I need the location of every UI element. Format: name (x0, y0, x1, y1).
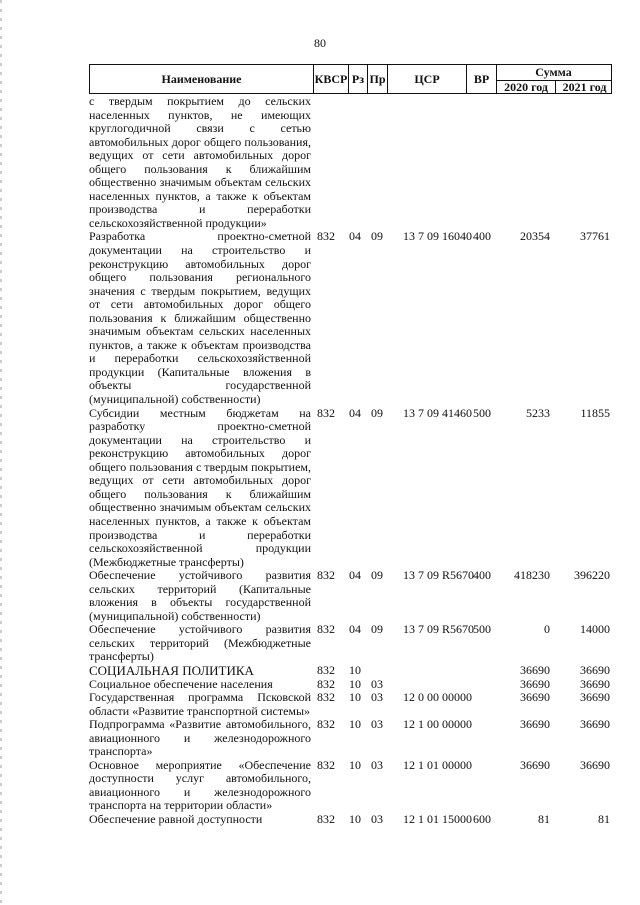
row-sum-2021: 11855 (580, 405, 610, 420)
row-rz: 10 (349, 662, 361, 677)
row-sum-2021: 36690 (580, 690, 610, 705)
table-row (89, 759, 612, 813)
row-sum-2021: 36690 (580, 676, 610, 691)
row-sum-2020: 36690 (520, 690, 550, 705)
row-kvsr: 832 (317, 622, 335, 637)
header-name: Наименование (161, 71, 242, 86)
row-rz: 04 (349, 229, 361, 244)
table-row (89, 813, 612, 827)
header-csr: ЦСР (414, 71, 440, 86)
row-pr: 03 (371, 757, 383, 772)
row-csr: 13 7 09 R5670 (403, 568, 475, 583)
row-vr: 500 (473, 622, 491, 637)
row-rz: 10 (349, 811, 361, 826)
table-row (89, 407, 612, 570)
row-name: с твердым покрытием до сельских населенных пунктов, не имеющих круглогодичной связи с сетью автомобильных дорог общего пользования, ведущих от сети автомобильных дорог общего пользования к ближайшим общественно значимым объектам сельских населенных пунктов, а также к объектам производства и переработки сельскохозяйственной продукции» (89, 94, 311, 230)
row-csr: 12 0 00 00000 (403, 690, 472, 705)
row-sum-2021: 396220 (574, 568, 610, 583)
page-number: 80 (314, 36, 326, 50)
row-sum-2021: 81 (598, 811, 610, 826)
row-sum-2020: 36690 (520, 757, 550, 772)
header-rz: Рз (351, 71, 365, 86)
row-sum-2021: 36690 (580, 717, 610, 732)
row-kvsr: 832 (317, 757, 335, 772)
row-sum-2020: 5233 (526, 405, 550, 420)
table-row (89, 718, 612, 759)
table-row-section (89, 664, 612, 678)
table-body (89, 95, 612, 827)
header-kvsr: КВСР (314, 71, 348, 86)
table-row (89, 230, 612, 406)
row-vr: 400 (473, 568, 491, 583)
row-pr: 03 (371, 690, 383, 705)
row-rz: 10 (349, 676, 361, 691)
row-rz: 10 (349, 717, 361, 732)
row-csr: 12 1 01 15000 (403, 811, 472, 826)
row-name: Субсидии местным бюджетам на разработку проектно-сметной документации на строительство и реконструкцию автомобильных дорог общего пользования с твердым покрытием, ведущих от сети автомобильных дорог общего пользования к ближайшим общественно значимым объектам сельских населенных пунктов, а также к объектам производства и переработки сельскохозяйственной продукции (Межбюджетные трансферты) (89, 405, 311, 569)
row-name: Обеспечение устойчивого развития сельских территорий (Капитальные вложения в объекты государственной (муниципальной) собственности) (89, 568, 311, 623)
row-csr: 13 7 09 R5670 (403, 622, 475, 637)
row-pr: 09 (371, 568, 383, 583)
row-sum-2021: 14000 (580, 622, 610, 637)
table-row (89, 569, 612, 623)
row-sum-2020: 36690 (520, 662, 550, 677)
row-vr: 600 (473, 811, 491, 826)
row-rz: 10 (349, 690, 361, 705)
row-csr: 13 7 09 16040 (403, 229, 472, 244)
table-row (89, 678, 612, 692)
row-csr: 13 7 09 41460 (403, 405, 472, 420)
row-sum-2021: 36690 (580, 662, 610, 677)
row-kvsr: 832 (317, 229, 335, 244)
row-pr: 03 (371, 676, 383, 691)
row-vr: 500 (473, 405, 491, 420)
row-kvsr: 832 (317, 676, 335, 691)
table-row (89, 95, 612, 230)
header-year-2020: 2020 год (504, 80, 548, 94)
row-name: Обеспечение устойчивого развития сельских территорий (Межбюджетные трансферты) (89, 622, 311, 664)
row-rz: 10 (349, 757, 361, 772)
row-name: Обеспечение равной доступности (89, 811, 263, 826)
row-vr: 400 (473, 229, 491, 244)
row-sum-2021: 36690 (580, 757, 610, 772)
row-kvsr: 832 (317, 662, 335, 677)
row-csr: 12 1 01 00000 (403, 757, 472, 772)
row-name: Разработка проектно-сметной документации на строительство и реконструкцию автомобильных дорог общего пользования регионального значения с твердым покрытием, ведущих от сети автомобильных дорог общего пользования к ближайшим общественно значимым объектам сельских населенных пунктов, а также к объектам производства и переработки сельскохозяйственной продукции (Капитальные вложения в объекты государственной (муниципальной) собственности) (89, 229, 311, 407)
row-pr: 09 (371, 405, 383, 420)
row-kvsr: 832 (317, 405, 335, 420)
row-sum-2020: 20354 (520, 229, 550, 244)
row-kvsr: 832 (317, 690, 335, 705)
row-kvsr: 832 (317, 568, 335, 583)
row-sum-2020: 0 (544, 622, 550, 637)
header-year-2021: 2021 год (562, 80, 607, 94)
row-name: Основное мероприятие «Обеспечение доступности услуг автомобильного, авиационного и железнодорожного транспорта на территории области» (89, 757, 311, 813)
row-sum-2021: 37761 (580, 229, 610, 244)
row-name: СОЦИАЛЬНАЯ ПОЛИТИКА (89, 662, 254, 678)
header-pr: Пр (369, 71, 386, 86)
row-sum-2020: 36690 (520, 717, 550, 732)
row-sum-2020: 81 (538, 811, 550, 826)
row-name: Социальное обеспечение населения (89, 676, 273, 691)
row-name: Подпрограмма «Развитие автомобильного, авиационного и железнодорожного транспорта» (89, 717, 311, 759)
row-sum-2020: 36690 (520, 676, 550, 691)
header-sum: Сумма (535, 65, 572, 79)
table-row (89, 623, 612, 664)
row-pr: 09 (371, 229, 383, 244)
row-rz: 04 (349, 622, 361, 637)
table-header (89, 64, 612, 94)
row-rz: 04 (349, 568, 361, 583)
row-name: Государственная программа Псковской области «Развитие транспортной системы» (89, 690, 311, 718)
row-csr: 12 1 00 00000 (403, 717, 472, 732)
row-pr: 03 (371, 717, 383, 732)
row-kvsr: 832 (317, 717, 335, 732)
row-pr: 09 (371, 622, 383, 637)
row-kvsr: 832 (317, 811, 335, 826)
row-pr: 03 (371, 811, 383, 826)
row-sum-2020: 418230 (514, 568, 550, 583)
row-rz: 04 (349, 405, 361, 420)
scan-edge-mark (0, 0, 2, 905)
header-vr: ВР (473, 71, 490, 86)
table-row (89, 691, 612, 718)
